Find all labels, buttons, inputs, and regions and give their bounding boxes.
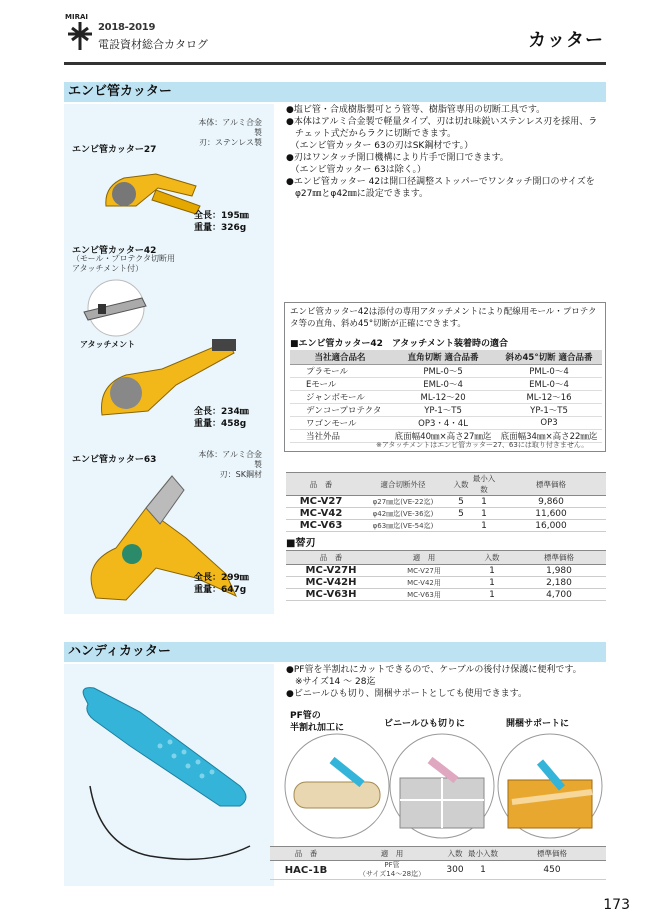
- feature-line: ●PF管を半割れにカットできるので、ケーブルの後付け保護に便利です。: [286, 665, 582, 675]
- handy-cutter-image: [70, 676, 270, 876]
- table-row: MC-V42 φ42㎜迄(VE-36迄) 5 1 11,600: [286, 508, 606, 520]
- table-header: 標準価格: [512, 551, 606, 565]
- product-price-table: [286, 472, 606, 532]
- table-header: 入数: [442, 847, 468, 861]
- feature-line: チェット式だからラクに切断できます。: [286, 129, 457, 139]
- usage-unpack-illustration: [498, 734, 602, 838]
- table-row: Eモール EML-0～4 EML-0～4: [290, 377, 602, 390]
- pvc-cutter-27-image: [96, 156, 206, 226]
- feature-line: ※サイズ14 ～ 28迄: [286, 677, 376, 687]
- attachment-label: アタッチメント: [80, 340, 136, 349]
- catalog-year: 2018-2019: [98, 22, 156, 33]
- table-header: 適合切断外径: [356, 473, 450, 496]
- product63-material: 本体：アルミ合金製 刃：SK鋼材: [198, 450, 262, 479]
- table-row: ワゴンモール OP3・4・4L OP3: [290, 416, 602, 429]
- table-header: 直角切断 適合品番: [390, 350, 496, 364]
- product42-sub: （モール・プロテクタ切断用 アタッチメント付）: [72, 254, 176, 273]
- brand-text: MIRAI: [65, 13, 88, 21]
- usage-string-illustration: [390, 734, 494, 838]
- usage-pf-pipe-illustration: [285, 734, 389, 838]
- handy-price-table: [270, 846, 606, 880]
- catalog-name: 電設資材総合カタログ: [98, 38, 208, 51]
- use-string-label: ビニールひも切りに: [384, 719, 465, 729]
- usage-illustrations: [282, 730, 612, 842]
- table-row: MC-V27H MC-V27用 1 1,980: [286, 565, 606, 577]
- header-rule: [64, 62, 606, 65]
- table-row: HAC-1B PF管 （サイズ14～28迄） 300 1 450: [270, 861, 606, 880]
- product42-name: エンビ管カッター42: [72, 246, 157, 256]
- product27-name: エンビ管カッター27: [72, 145, 157, 155]
- attachment-compat-table: [290, 350, 602, 443]
- feature-line: φ27㎜とφ42㎜に設定できます。: [286, 189, 429, 199]
- feature-line: （エンビ管カッター 63は除く。）: [286, 165, 427, 175]
- blade-price-table: [286, 550, 606, 601]
- table-header: 適 用: [342, 847, 442, 861]
- table-row: MC-V42H MC-V42用 1 2,180: [286, 577, 606, 589]
- feature-line: ●ビニールひも切り、開梱サポートとしても使用できます。: [286, 689, 527, 699]
- table-row: ジャンボモール ML-12～20 ML-12～16: [290, 390, 602, 403]
- page-number: 173: [603, 897, 630, 913]
- table-header: 適 用: [376, 551, 472, 565]
- feature-line: ●本体はアルミ合金製で軽量タイプ、刃は切れ味鋭いステンレス刃を採用、ラ: [286, 117, 598, 127]
- attachment-note: ※アタッチメントはエンビ管カッター27、63には取り付きません。: [376, 441, 589, 449]
- table-header: 標準価格: [496, 473, 606, 496]
- attachment-intro: エンビ管カッター42は添付の専用アタッチメントにより配線用モール・プロテクタ等の直角、斜め45°切断が正確にできます。: [290, 307, 597, 329]
- mirai-logo: [64, 10, 96, 50]
- table-header: 入数: [472, 551, 512, 565]
- product63-specs: 全長：299㎜ 重量：647g: [194, 573, 249, 595]
- table-row: プラモール PML-0～5 PML-0～4: [290, 364, 602, 377]
- table-header: 当社適合品名: [290, 350, 390, 364]
- use-unpack-label: 開梱サポートに: [506, 719, 570, 729]
- page-title: カッター: [528, 30, 604, 51]
- feature-line: ●刃はワンタッチ開口機構により片手で開口できます。: [286, 153, 509, 163]
- handy-features-list: [286, 664, 582, 700]
- table-header: 品 番: [286, 473, 356, 496]
- feature-line: ●エンビ管カッター 42は開口径調整ストッパーでワンタッチ開口のサイズを: [286, 177, 595, 187]
- attachment-compat-heading: ■エンビ管カッター42 アタッチメント装着時の適合: [290, 339, 508, 349]
- attachment-image: [72, 278, 160, 338]
- table-row: MC-V63H MC-V63用 1 4,700: [286, 589, 606, 601]
- section-title-pvc-cutter: エンビ管カッター: [68, 84, 172, 99]
- table-header: 品 番: [270, 847, 342, 861]
- table-row: MC-V63 φ63㎜迄(VE-54迄) 1 16,000: [286, 520, 606, 532]
- feature-line: （エンビ管カッター 63の刃はSK鋼材です。）: [286, 141, 474, 151]
- blade-section-title: ■替刃: [286, 538, 316, 549]
- product63-name: エンビ管カッター63: [72, 455, 157, 465]
- table-row: 当社外品 底面幅40㎜×高さ27㎜迄 底面幅34㎜×高さ22㎜迄: [290, 429, 602, 442]
- use-pf-label: PF管の 半割れ加工に: [290, 711, 345, 733]
- section-title-handy-cutter: ハンディカッター: [68, 644, 171, 659]
- product27-specs: 全長：195㎜ 重量：326g: [194, 211, 249, 233]
- table-header: 標準価格: [498, 847, 606, 861]
- product42-specs: 全長：234㎜ 重量：458g: [194, 407, 249, 429]
- features-list: [286, 104, 597, 200]
- table-header: 斜め45°切断 適合品番: [496, 350, 602, 364]
- feature-line: ●塩ビ管・合成樹脂製可とう管等、樹脂管専用の切断工具です。: [286, 105, 546, 115]
- product27-material: 本体：アルミ合金製 刃：ステンレス製: [198, 118, 262, 147]
- table-header: 最小入数: [468, 847, 498, 861]
- table-row: デンコープロテクタ YP-1～T5 YP-1～T5: [290, 403, 602, 416]
- table-row: MC-V27 φ27㎜迄(VE-22迄) 5 1 9,860: [286, 496, 606, 508]
- table-header: 入数: [450, 473, 472, 496]
- table-header: 品 番: [286, 551, 376, 565]
- table-header: 最小入数: [472, 474, 496, 494]
